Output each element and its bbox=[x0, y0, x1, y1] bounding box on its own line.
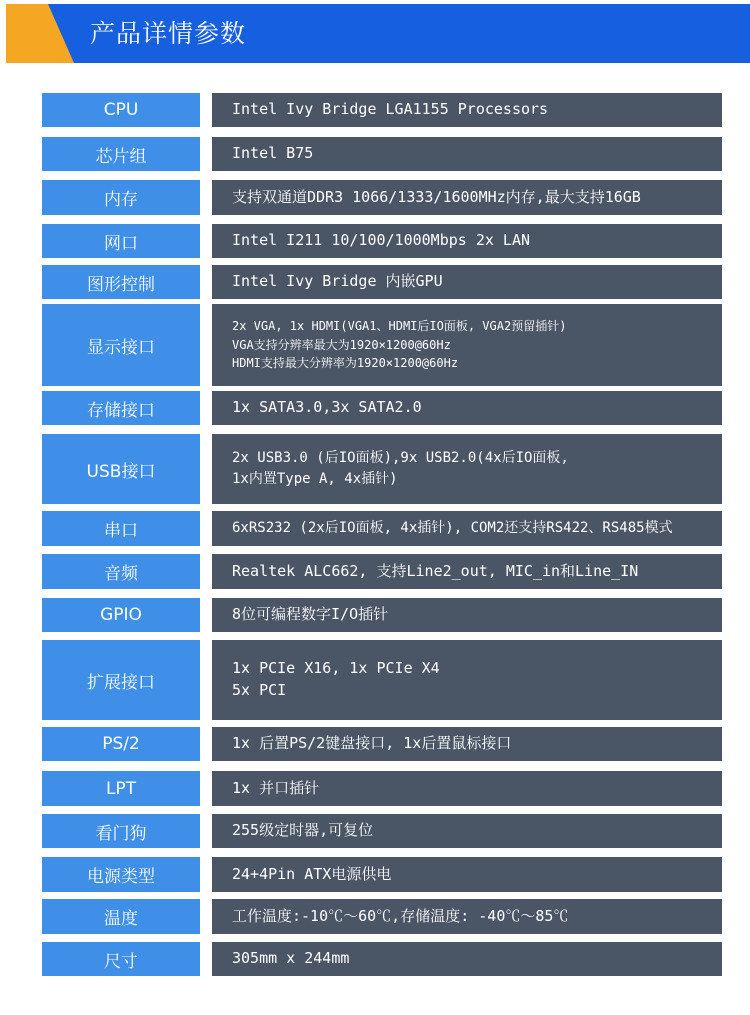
spec-value-line: HDMI支持最大分辨率为1920×1200@60Hz bbox=[232, 356, 459, 371]
spec-value-line: 6xRS232 (2x后IO面板, 4x插针), COM2还支持RS422、RS485模式 bbox=[232, 520, 673, 536]
spec-value bbox=[212, 511, 722, 546]
spec-value bbox=[212, 857, 722, 892]
spec-value-line: 1x内置Type A, 4x插针) bbox=[232, 471, 398, 487]
spec-value bbox=[212, 554, 722, 589]
spec-row bbox=[0, 137, 750, 171]
spec-label: 温度 bbox=[42, 899, 200, 934]
spec-value bbox=[212, 598, 722, 632]
spec-value-line: 305mm x 244mm bbox=[232, 949, 350, 968]
spec-label: 芯片组 bbox=[42, 137, 200, 171]
spec-value bbox=[212, 814, 722, 848]
spec-label: 电源类型 bbox=[42, 857, 200, 892]
spec-value-line: 工作温度:-10℃～60℃,存储温度: -40℃～85℃ bbox=[232, 906, 569, 925]
page-title: 产品详情参数 bbox=[90, 19, 247, 48]
spec-value-line: 1x 后置PS/2键盘接口, 1x后置鼠标接口 bbox=[232, 734, 512, 753]
spec-label: 尺寸 bbox=[42, 942, 200, 976]
spec-value bbox=[212, 434, 722, 504]
spec-row bbox=[0, 814, 750, 848]
spec-value-line: 255级定时器,可复位 bbox=[232, 821, 374, 840]
spec-row bbox=[0, 93, 750, 127]
spec-value bbox=[212, 391, 722, 425]
spec-row bbox=[0, 727, 750, 761]
spec-value bbox=[212, 640, 722, 720]
spec-value bbox=[212, 265, 722, 299]
spec-value-line: 1x SATA3.0,3x SATA2.0 bbox=[232, 398, 422, 417]
spec-value bbox=[212, 899, 722, 934]
spec-value bbox=[212, 771, 722, 806]
spec-row bbox=[0, 391, 750, 425]
spec-row bbox=[0, 640, 750, 720]
spec-label: 串口 bbox=[42, 511, 200, 546]
spec-row bbox=[0, 771, 750, 806]
spec-row bbox=[0, 304, 750, 386]
spec-value-line: Realtek ALC662, 支持Line2_out, MIC_in和Line_IN bbox=[232, 561, 639, 580]
spec-row bbox=[0, 511, 750, 546]
spec-value-line: 1x PCIe X16, 1x PCIe X4 bbox=[232, 659, 440, 678]
spec-row bbox=[0, 598, 750, 632]
spec-label: 显示接口 bbox=[42, 304, 200, 386]
spec-value-line: Intel Ivy Bridge LGA1155 Processors bbox=[232, 100, 549, 119]
spec-value-line: Intel B75 bbox=[232, 144, 314, 163]
spec-value-line: VGA支持分辨率最大为1920×1200@60Hz bbox=[232, 337, 451, 352]
spec-value-line: 2x USB3.0 (后IO面板),9x USB2.0(4x后IO面板, bbox=[232, 450, 569, 466]
spec-value-line: 8位可编程数字I/O插针 bbox=[232, 605, 389, 624]
spec-label: 扩展接口 bbox=[42, 640, 200, 720]
spec-value bbox=[212, 942, 722, 976]
spec-value-line: Intel I211 10/100/1000Mbps 2x LAN bbox=[232, 231, 531, 250]
spec-label: 内存 bbox=[42, 180, 200, 215]
spec-row bbox=[0, 857, 750, 892]
spec-label: 存储接口 bbox=[42, 391, 200, 425]
spec-value bbox=[212, 137, 722, 171]
spec-label: LPT bbox=[42, 771, 200, 806]
spec-label: 图形控制 bbox=[42, 265, 200, 299]
spec-value bbox=[212, 727, 722, 761]
spec-value-line: Intel Ivy Bridge 内嵌GPU bbox=[232, 272, 443, 291]
spec-row bbox=[0, 265, 750, 299]
spec-label: USB接口 bbox=[42, 434, 200, 504]
spec-value-line: 5x PCI bbox=[232, 681, 287, 699]
spec-value bbox=[212, 93, 722, 127]
spec-label: CPU bbox=[42, 93, 200, 127]
spec-label: PS/2 bbox=[42, 727, 200, 761]
spec-value bbox=[212, 180, 722, 215]
spec-row bbox=[0, 434, 750, 504]
spec-value bbox=[212, 224, 722, 258]
spec-value bbox=[212, 304, 722, 386]
spec-row bbox=[0, 224, 750, 258]
spec-value-line: 2x VGA, 1x HDMI(VGA1、HDMI后IO面板, VGA2预留插针) bbox=[232, 319, 567, 334]
spec-label: GPIO bbox=[42, 598, 200, 632]
spec-value-line: 24+4Pin ATX电源供电 bbox=[232, 864, 392, 883]
spec-row bbox=[0, 180, 750, 215]
spec-value-line: 1x 并口插针 bbox=[232, 778, 320, 797]
spec-label: 网口 bbox=[42, 224, 200, 258]
spec-row bbox=[0, 554, 750, 589]
spec-label: 看门狗 bbox=[42, 814, 200, 848]
spec-value-line: 支持双通道DDR3 1066/1333/1600MHz内存,最大支持16GB bbox=[232, 187, 641, 206]
spec-row bbox=[0, 942, 750, 976]
spec-row bbox=[0, 899, 750, 934]
spec-label: 音频 bbox=[42, 554, 200, 589]
